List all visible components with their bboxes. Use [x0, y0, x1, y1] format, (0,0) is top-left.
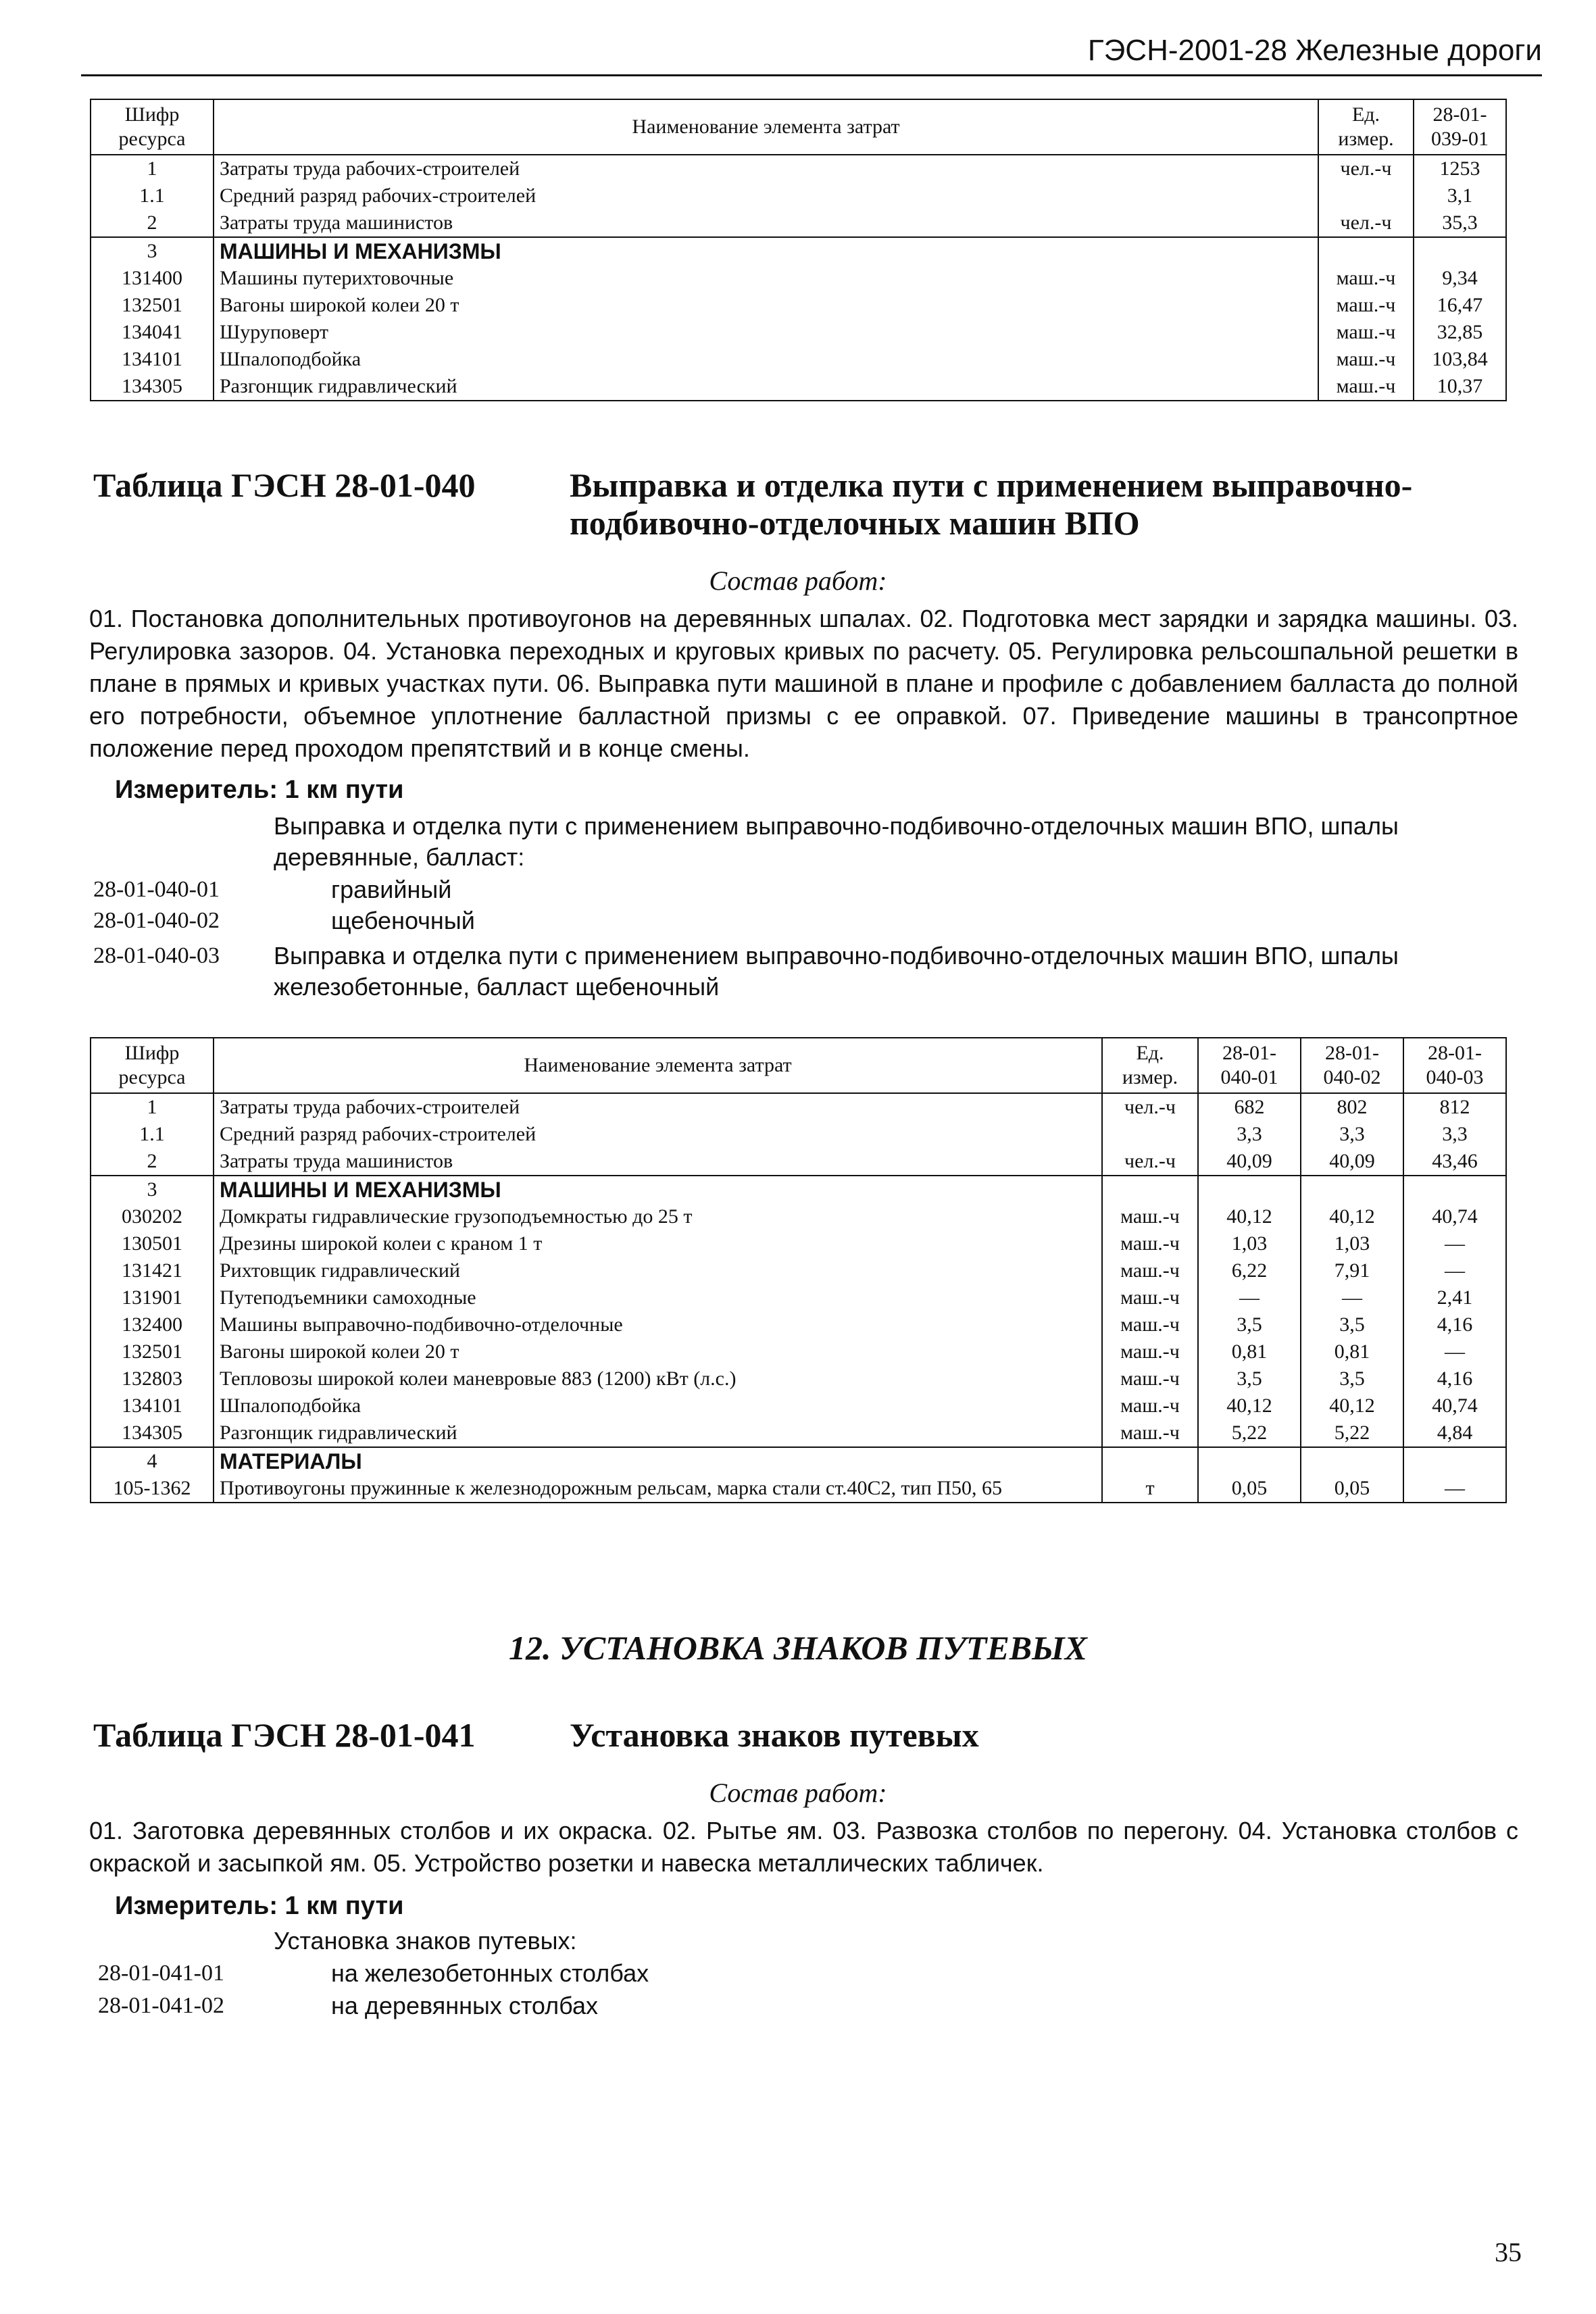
running-header: ГЭСН-2001-28 Железные дороги [81, 34, 1542, 76]
spec-code: 28-01-041-02 [98, 1993, 224, 2018]
section-12-heading: 12. УСТАНОВКА ЗНАКОВ ПУТЕВЫХ [509, 1629, 1087, 1667]
header-code: Шифр ресурса [91, 1038, 214, 1093]
table-041-label: Таблица ГЭСН 28-01-041 [93, 1716, 476, 1754]
table-row: 1 Затраты труда рабочих-строителей чел.-ч 682 802 812 [91, 1093, 1506, 1121]
table-040-heading [93, 466, 1512, 547]
table-section-row: 3 МАШИНЫ И МЕХАНИЗМЫ [91, 237, 1506, 265]
table-row: 131901 Путеподъемники самоходные маш.-ч — — 2,41 [91, 1284, 1506, 1311]
table-041-measure: Измеритель: 1 км пути [115, 1892, 404, 1920]
table-row: 132501 Вагоны широкой колеи 20 т маш.-ч 0,81 0,81 — [91, 1338, 1506, 1365]
header-code: Шифр ресурса [91, 99, 214, 155]
table-28-01-039 [90, 99, 1507, 401]
spec-text: на деревянных столбах [331, 1992, 598, 2019]
table-041-heading [93, 1716, 1512, 1757]
table-041-composition-heading: Состав работ: [709, 1778, 887, 1808]
table-row: 132501 Вагоны широкой колеи 20 т маш.-ч 16,47 [91, 292, 1506, 319]
table-row: 1.1 Средний разряд рабочих-строителей 3,1 [91, 182, 1506, 209]
table-041-spec-intro: Установка знаков путевых: [274, 1927, 577, 1955]
table-row: 1.1 Средний разряд рабочих-строителей 3,3 3,3 3,3 [91, 1121, 1506, 1148]
table-row: 134101 Шпалоподбойка маш.-ч 40,12 40,12 40,74 [91, 1392, 1506, 1419]
spec-code: 28-01-040-03 [93, 943, 220, 968]
spec-code: 28-01-041-01 [98, 1961, 224, 1986]
spec-text: на железобетонных столбах [331, 1959, 649, 1987]
header-unit: Ед. измер. [1318, 99, 1414, 155]
table-28-01-040 [90, 1037, 1507, 1503]
table-row: 105-1362 Противоугоны пружинные к железнодорожным рельсам, марка стали ст.40С2, тип П50, 65 т 0,05 0,05 — [91, 1475, 1506, 1503]
table-row: 2 Затраты труда машинистов чел.-ч 35,3 [91, 209, 1506, 237]
table-row: 2 Затраты труда машинистов чел.-ч 40,09 40,09 43,46 [91, 1148, 1506, 1176]
header-col1: 28-01-039-01 [1414, 99, 1506, 155]
spec-text: щебеночный [331, 907, 475, 934]
spec-code: 28-01-040-01 [93, 877, 220, 902]
spec-text: гравийный [331, 876, 452, 903]
table-041-composition: 01. Заготовка деревянных столбов и их окраска. 02. Рытье ям. 03. Развозка столбов по перегону. 04. Установка столбов с окраской и засыпкой ям. 05. Устройство розетки и навеска металлических табличек. [89, 1817, 1518, 1877]
table-section-row: 3 МАШИНЫ И МЕХАНИЗМЫ [91, 1176, 1506, 1203]
header-name: Наименование элемента затрат [214, 1038, 1102, 1093]
spec-text: Выправка и отделка пути с применением выправочно-подбивочно-отделочных машин ВПО, шпалы железобетонные, балласт щебеночный [274, 942, 1399, 1001]
table-row: 130501 Дрезины широкой колеи с краном 1 т маш.-ч 1,03 1,03 — [91, 1230, 1506, 1257]
table-row: 132803 Тепловозы широкой колеи маневровые 883 (1200) кВт (л.с.) маш.-ч 3,5 3,5 4,16 [91, 1365, 1506, 1392]
page-number: 35 [1495, 2237, 1522, 2267]
table-040-label: Таблица ГЭСН 28-01-040 [93, 466, 476, 504]
table-row: 131400 Машины путерихтовочные маш.-ч 9,34 [91, 265, 1506, 292]
table-section-row: 4 МАТЕРИАЛЫ [91, 1447, 1506, 1475]
table-040-measure: Измеритель: 1 км пути [115, 776, 404, 804]
table-row: 134101 Шпалоподбойка маш.-ч 103,84 [91, 346, 1506, 373]
header-name: Наименование элемента затрат [214, 99, 1318, 155]
header-unit: Ед. измер. [1102, 1038, 1198, 1093]
table-row: 134041 Шуруповерт маш.-ч 32,85 [91, 319, 1506, 346]
table-040-composition-heading: Состав работ: [709, 565, 887, 596]
header-col2: 28-01-040-02 [1301, 1038, 1403, 1093]
header-col3: 28-01-040-03 [1403, 1038, 1506, 1093]
table-040-title: Выправка и отделка пути с применением выправочно-подбивочно-отделочных машин ВПО [570, 466, 1413, 542]
header-col1: 28-01-040-01 [1198, 1038, 1301, 1093]
table-row: 1 Затраты труда рабочих-строителей чел.-ч 1253 [91, 155, 1506, 182]
table-row: 134305 Разгонщик гидравлический маш.-ч 5,22 5,22 4,84 [91, 1419, 1506, 1447]
table-040-composition: 01. Постановка дополнительных противоугонов на деревянных шпалах. 02. Подготовка мест зарядки и зарядка машины. 03. Регулировка зазоров. 04. Установка переходных и круговых кривых по расчету. 05. Регулировка рельсошпальной решетки в плане в прямых и кривых участках пути. 06. Выправка пути машиной в плане и профиле с добавлением балласта до полной его потребности, объемное уплотнение балластной призмы с ее оправкой. 07. Приведение машины в трансопртное положение перед проходом препятствий и в конце смены. [89, 605, 1518, 762]
table-040-spec-intro: Выправка и отделка пути с применением выправочно-подбивочно-отделочных машин ВПО, шпалы деревянные, балласт: [274, 812, 1399, 871]
table-row: 134305 Разгонщик гидравлический маш.-ч 10,37 [91, 373, 1506, 401]
table-row: 131421 Рихтовщик гидравлический маш.-ч 6,22 7,91 — [91, 1257, 1506, 1284]
table-row: 030202 Домкраты гидравлические грузоподъемностью до 25 т маш.-ч 40,12 40,12 40,74 [91, 1203, 1506, 1230]
spec-code: 28-01-040-02 [93, 908, 220, 933]
table-041-title: Установка знаков путевых [570, 1716, 979, 1754]
table-row: 132400 Машины выправочно-подбивочно-отделочные маш.-ч 3,5 3,5 4,16 [91, 1311, 1506, 1338]
